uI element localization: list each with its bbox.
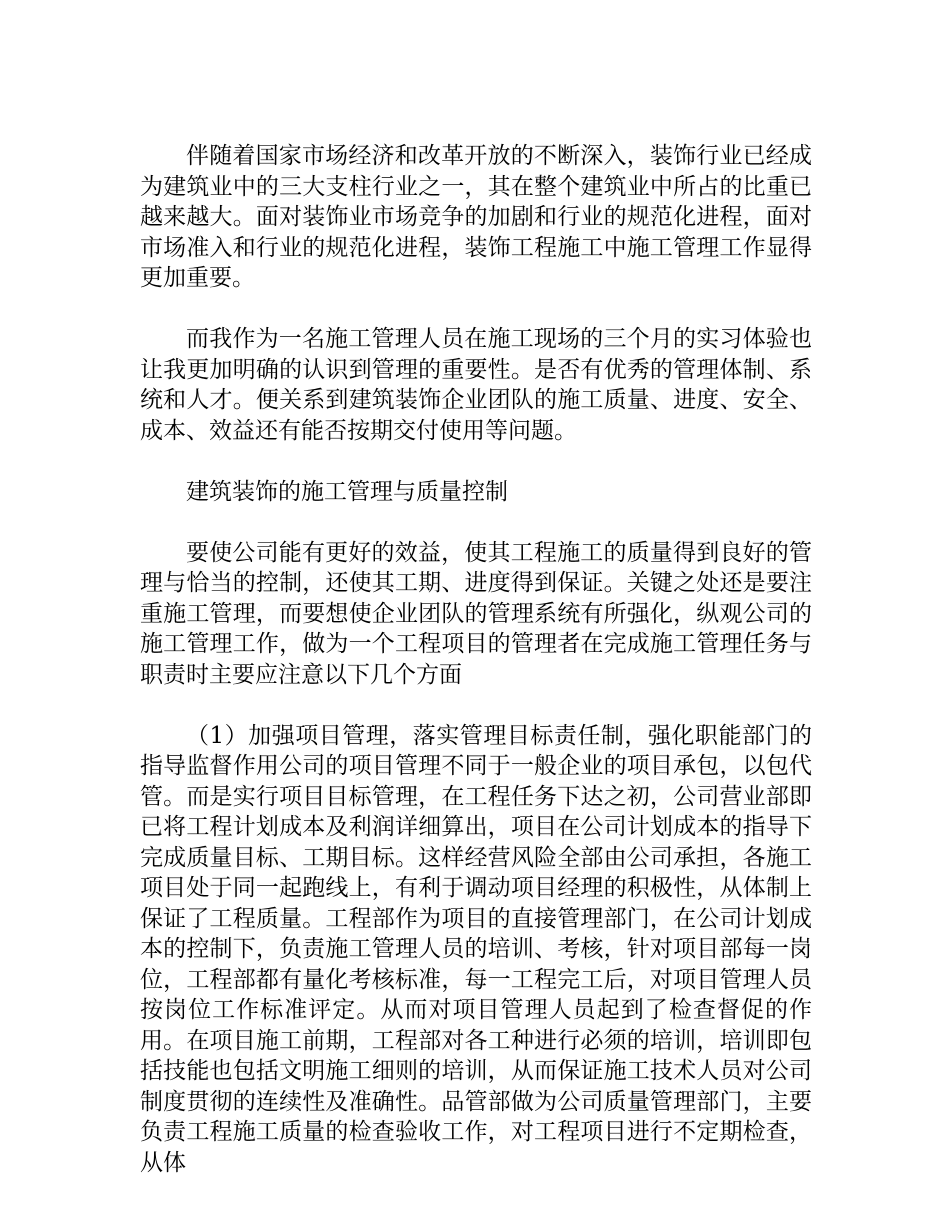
- paragraph-management-focus: 要使公司能有更好的效益，使其工程施工的质量得到良好的管理与恰当的控制，还使其工期、进度得到保证。关键之处还是要注重施工管理，而要想使企业团队的管理系统有所强化，纵观公司的施工管理工作，做为一个工程项目的管理者在完成施工管理任务与职责时主要应注意以下几个方面: [140, 539, 812, 688]
- paragraph-intro: 伴随着国家市场经济和改革开放的不断深入，装饰行业已经成为建筑业中的三大支柱行业之一，其在整个建筑业中所占的比重已越来越大。面对装饰业市场竞争的加剧和行业的规范化进程，面对市场准入和行业的规范化进程，装饰工程施工中施工管理工作显得更加重要。: [140, 143, 812, 291]
- section-heading: 建筑装饰的施工管理与质量控制: [186, 478, 508, 505]
- paragraph-project-management: （1）加强项目管理，落实管理目标责任制，强化职能部门的指导监督作用公司的项目管理不同于一般企业的项目承包，以包代管。而是实行项目目标管理，在工程任务下达之初，公司营业部即已将工程计划成本及利润详细算出，项目在公司计划成本的指导下完成质量目标、工期目标。这样经营风险全部由公司承担，各施工项目处于同一起跑线上，有利于调动项目经理的积极性，从体制上保证了工程质量。工程部作为项目的直接管理部门，在公司计划成本的控制下，负责施工管理人员的培训、考核，针对项目部每一岗位，工程部都有量化考核标准，每一工程完工后，对项目管理人员按岗位工作标准评定。从而对项目管理人员起到了检查督促的作用。在项目施工前期，工程部对各工种进行必须的培训，培训即包括技能也包括文明施工细则的培训，从而保证施工技术人员对公司制度贯彻的连续性及准确性。品管部做为公司质量管理部门，主要负责工程施工质量的检查验收工作，对工程项目进行不定期检查，从体: [140, 722, 812, 1176]
- document-page: [140, 141, 812, 1178]
- paragraph-internship-experience: 而我作为一名施工管理人员在施工现场的三个月的实习体验也让我更加明确的认识到管理的重要性。是否有优秀的管理体制、系统和人才。便关系到建筑装饰企业团队的施工质量、进度、安全、成本、效益还有能否按期交付使用等问题。: [140, 326, 812, 444]
